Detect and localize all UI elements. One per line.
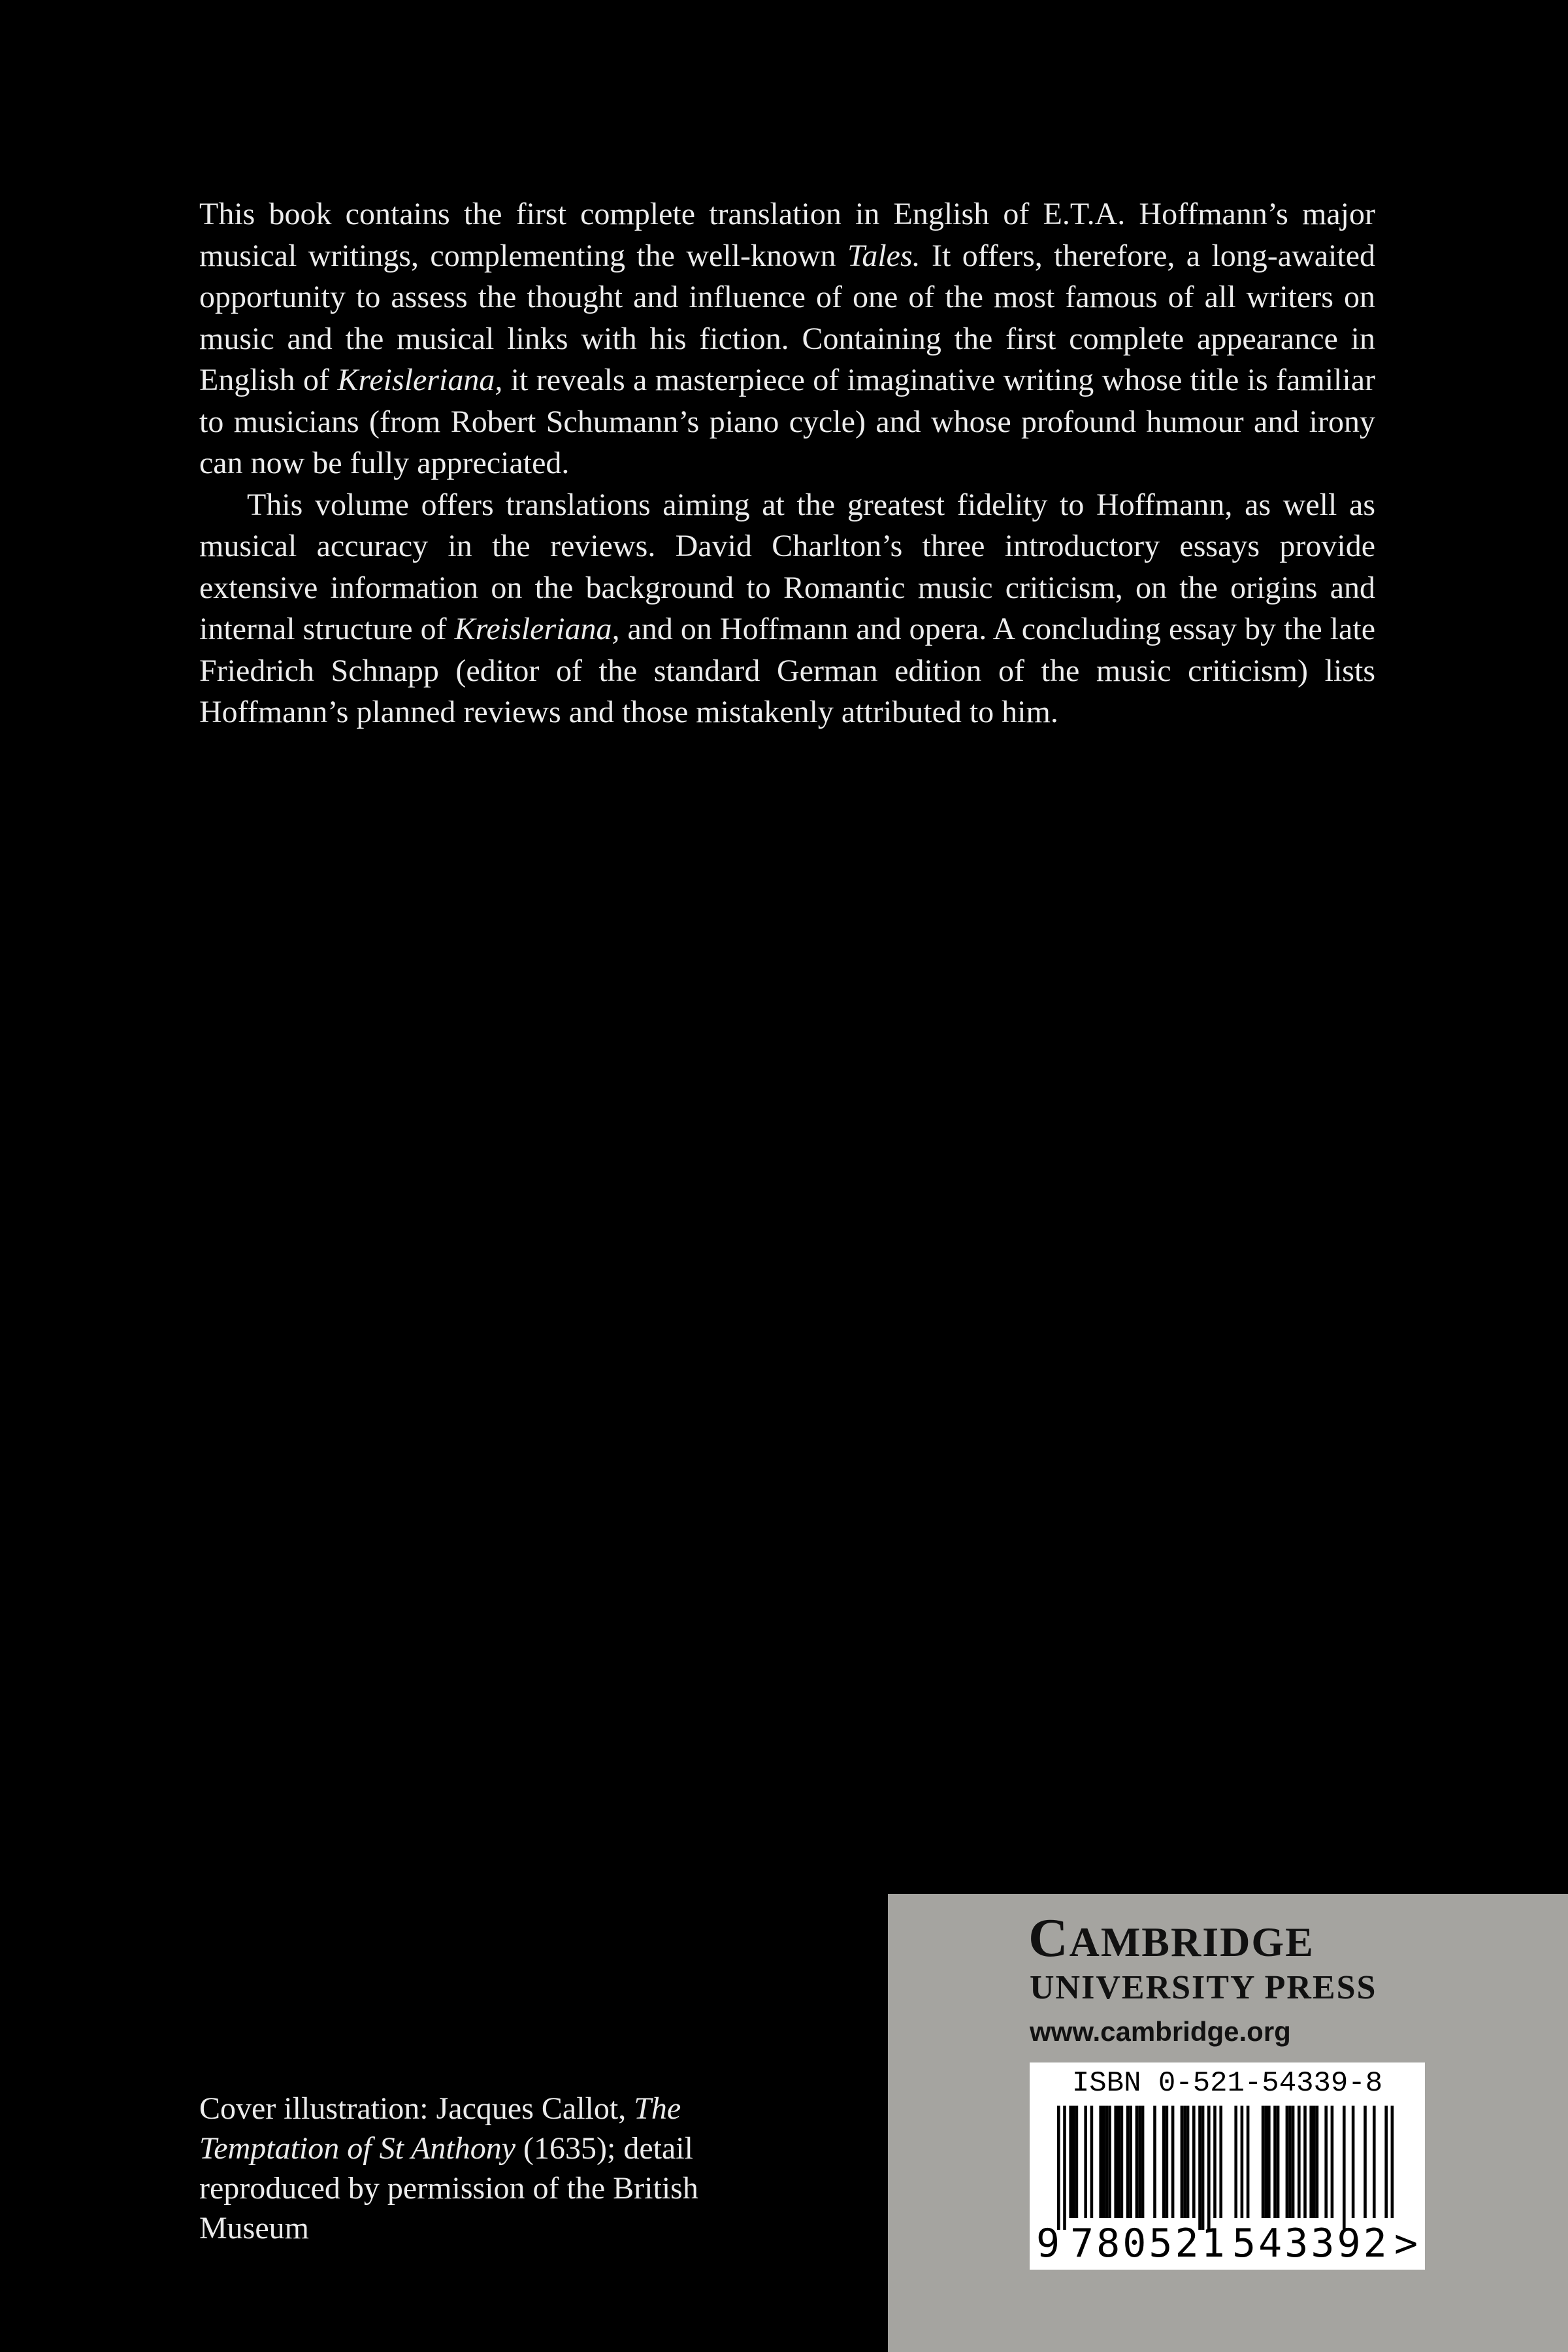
isbn-label: ISBN 0-521-54339-8 — [1071, 2067, 1383, 2100]
publisher-url: www.cambridge.org — [1030, 2016, 1291, 2047]
ean-digits — [1030, 2222, 1425, 2265]
barcode-icon — [1044, 2106, 1410, 2230]
blurb-paragraph-1: This book contains the first complete translation in English of E.T.A. Hoffmann’s major musical writings, complementing the well-known Tales. It offers, therefore, a long-awaited opportunity to assess the thought and influence of one of the most famous of all writers on music and the musical links with his fiction. Containing the first complete appearance in English of Kreisleriana, it reveals a masterpiece of imaginative writing whose title is familiar to musicians (from Robert Schumann’s piano cycle) and whose profound humour and irony can now be fully appreciated. — [199, 197, 1376, 480]
back-cover-blurb — [199, 193, 1375, 733]
publisher-subtitle: UNIVERSITY PRESS — [1030, 1969, 1377, 2006]
blurb-paragraph-2: This volume offers translations aiming at the greatest fidelity to Hoffmann, as well as musical accuracy in the reviews. David Charlton’s three introductory essays provide extensive information on the background to Romantic music criticism, on the origins and internal structure of Kreisleriana, and on Hoffmann and opera. A concluding essay by the late Friedrich Schnapp (editor of the standard German edition of the music criticism) lists Hoffmann’s planned reviews and those mistakenly attributed to him. — [199, 487, 1375, 729]
barcode-box — [1030, 2062, 1425, 2270]
ean-digits-left: 780521 — [1070, 2221, 1228, 2266]
cover-illustration-credit: Cover illustration: Jacques Callot, The Temptation of St Anthony (1635); detail reproduced by permission of the British Museum — [199, 2091, 698, 2245]
ean-digit-lead: 9 — [1036, 2221, 1060, 2266]
ean-digits-right: 543392 — [1232, 2221, 1390, 2266]
publisher-logo: CAMBRIDGE — [1028, 1908, 1315, 1968]
publisher-panel — [888, 1894, 1568, 2352]
ean-quiet-marker: > — [1394, 2221, 1418, 2266]
